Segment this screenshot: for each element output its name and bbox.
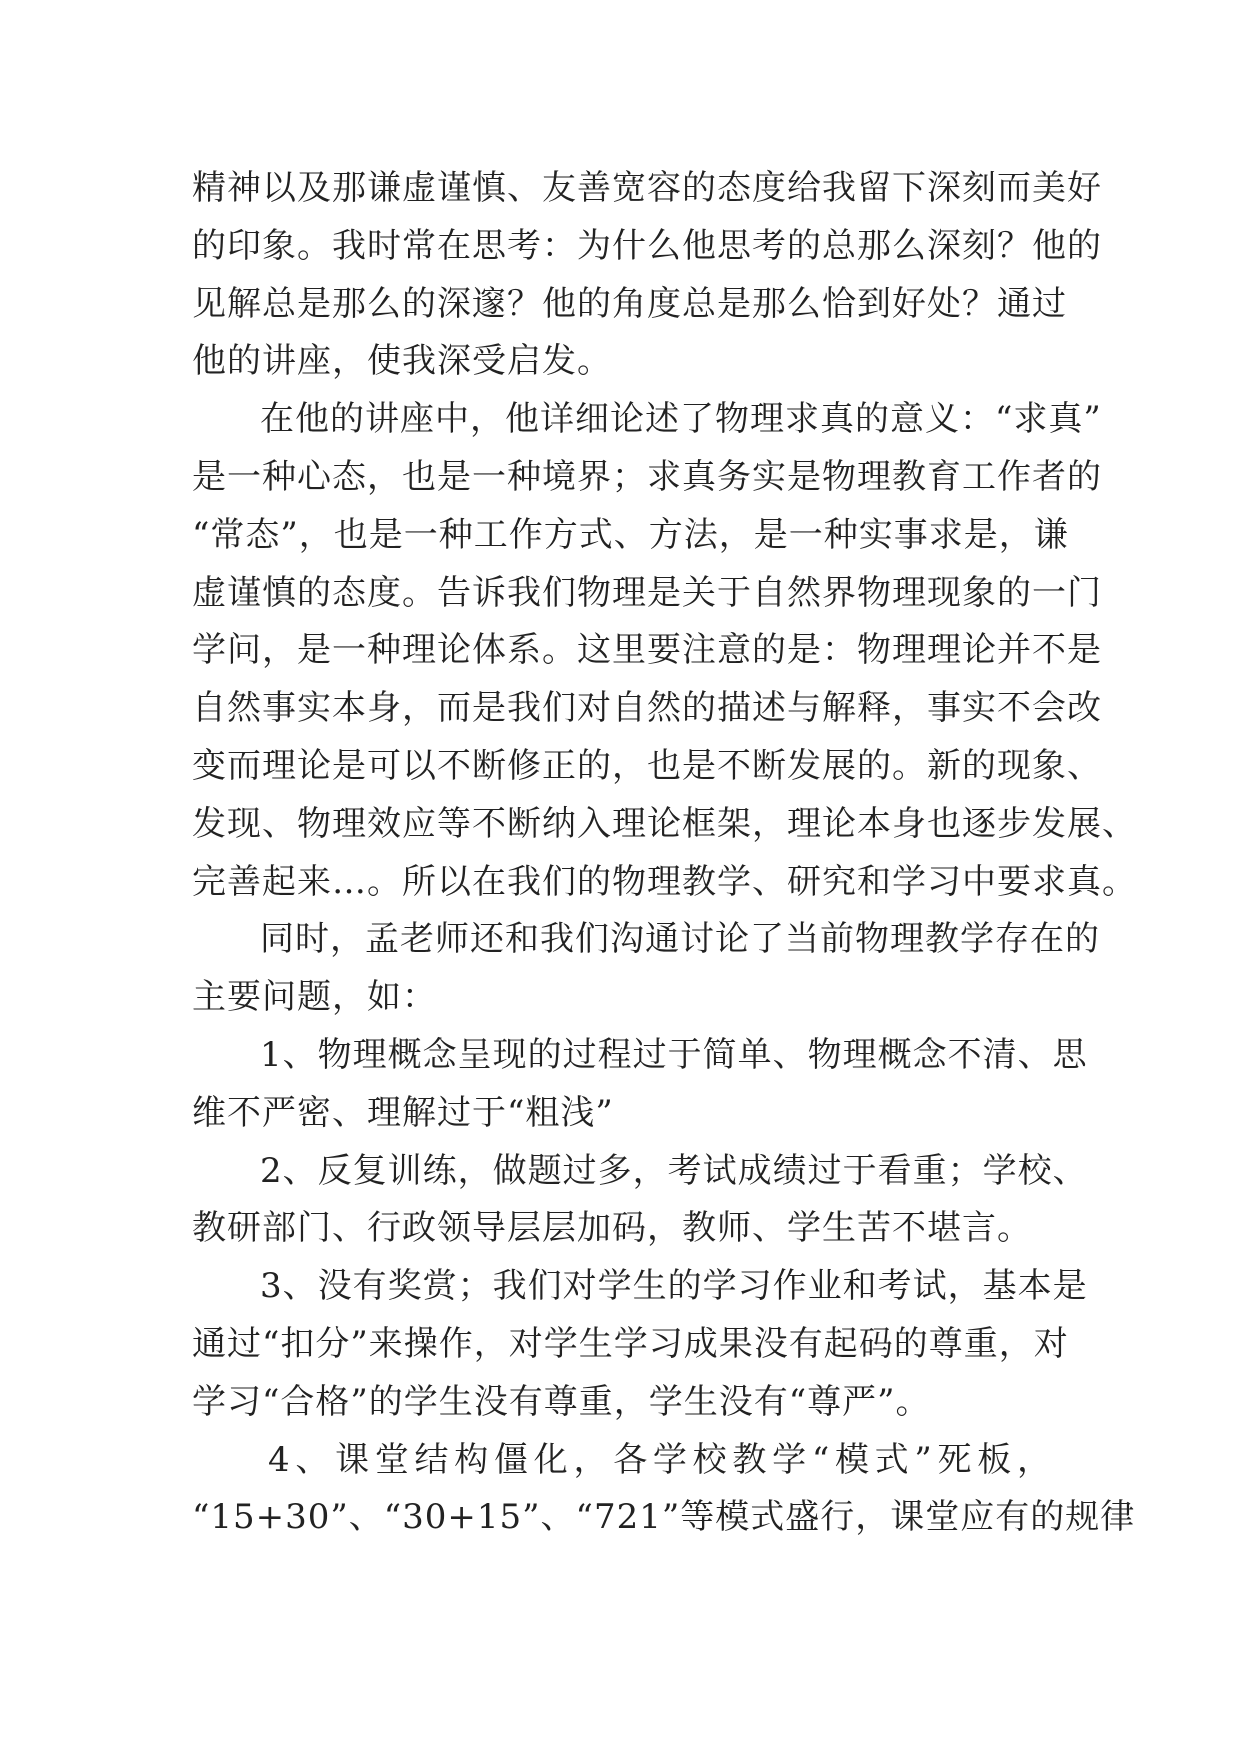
text-line: 通过“扣分”来操作，对学生学习成果没有起码的尊重，对 (192, 1323, 1069, 1364)
text-line: “15+30”、“30+15”、“721”等模式盛行，课堂应有的规律 (192, 1497, 1136, 1538)
text-line: “常态”，也是一种工作方式、方法，是一种实事求是，谦 (192, 514, 1069, 555)
text-line: 是一种心态，也是一种境界；求真务实是物理教育工作者的 (192, 456, 1102, 497)
text-line: 学习“合格”的学生没有尊重，学生没有“尊严”。 (192, 1381, 931, 1422)
text-line: 变而理论是可以不断修正的，也是不断发展的。新的现象、 (192, 745, 1102, 786)
text-line: 自然事实本身，而是我们对自然的描述与解释，事实不会改 (192, 688, 1102, 729)
text-line: 发现、物理效应等不断纳入理论框架，理论本身也逐步发展、 (192, 803, 1137, 844)
text-line: 他的讲座，使我深受启发。 (192, 341, 612, 382)
text-line: 教研部门、行政领导层层加码，教师、学生苦不堪言。 (192, 1208, 1032, 1249)
text-line: 虚谨慎的态度。告诉我们物理是关于自然界物理现象的一门 (192, 572, 1102, 613)
text-line: 同时，孟老师还和我们沟通讨论了当前物理教学存在的 (260, 919, 1100, 960)
body-text (192, 160, 1137, 1547)
text-line: 的印象。我时常在思考：为什么他思考的总那么深刻？他的 (192, 225, 1102, 266)
text-line: 主要问题，如： (192, 977, 437, 1018)
text-line: 在他的讲座中，他详细论述了物理求真的意义：“求真” (260, 399, 1102, 440)
text-line: 学问，是一种理论体系。这里要注意的是：物理理论并不是 (192, 630, 1102, 671)
text-line: 维不严密、理解过于“粗浅” (192, 1092, 614, 1133)
text-line: 2、反复训练，做题过多，考试成绩过于看重；学校、 (260, 1150, 1088, 1191)
text-line: 见解总是那么的深邃？他的角度总是那么恰到好处？通过 (192, 283, 1067, 324)
text-line: 1、物理概念呈现的过程过于简单、物理概念不清、思 (260, 1034, 1088, 1075)
text-line: 3、没有奖赏；我们对学生的学习作业和考试，基本是 (260, 1266, 1088, 1307)
text-line: 4、课堂结构僵化，各学校教学“模式”死板， (268, 1439, 1052, 1480)
text-line: 完善起来…。所以在我们的物理教学、研究和学习中要求真。 (192, 861, 1137, 902)
text-line: 精神以及那谦虚谨慎、友善宽容的态度给我留下深刻而美好 (192, 168, 1102, 208)
